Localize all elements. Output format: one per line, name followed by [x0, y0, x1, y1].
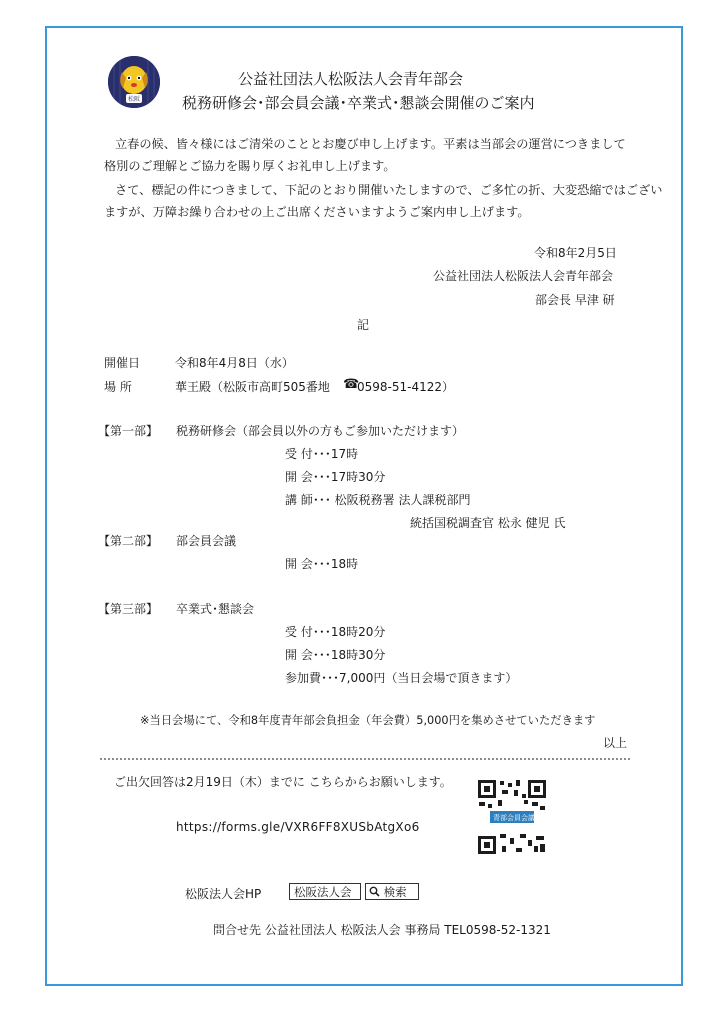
rsvp-form-link[interactable]: https://forms.gle/VXR6FF8XUSbAtgXo6: [176, 820, 420, 834]
issue-date: 令和8年2月5日: [534, 246, 617, 260]
place-value: 華王殿（松阪市高町505番地: [175, 380, 330, 394]
intro-p1-line1: 立春の候、皆々様にはご清栄のこととお慶び申し上げます。平素は当部会の運営につきまして: [115, 137, 626, 151]
date-label: 開催日: [104, 356, 141, 370]
part3-label: 【第三部】: [98, 602, 159, 616]
intro-p2-line2: ますが、万障お繰り合わせの上ご出席くださいますようご案内申し上げます。: [104, 205, 530, 219]
place-tel: 0598-51-4122）: [357, 380, 455, 394]
qr-label: 青部会員会議: [493, 814, 535, 822]
search-button-label: 検索: [383, 885, 407, 899]
separator-line: [100, 758, 630, 760]
part3-open: 開 会･･･18時30分: [285, 648, 386, 662]
part1-lecturer: 講 師･･･ 松阪税務署 法人課税部門: [285, 493, 471, 507]
part1-reception: 受 付･･･17時: [285, 447, 359, 461]
intro-p2-line1: さて、標記の件につきまして、下記のとおり開催いたしますので、ご多忙の折、大変恐縮ではござい: [115, 183, 663, 197]
organization-title: 公益社団法人松阪法人会青年部会: [238, 70, 464, 88]
event-title: 税務研修会･部会員会議･卒業式･懇談会開催のご案内: [182, 94, 535, 112]
organization-logo: [108, 56, 160, 108]
part1-title: 税務研修会（部会員以外の方もご参加いただけます）: [176, 424, 465, 438]
search-icon: [369, 886, 380, 897]
logo-label: 松阪: [128, 96, 141, 103]
ijo-closing: 以上: [603, 736, 628, 750]
part3-reception: 受 付･･･18時20分: [285, 625, 386, 639]
homepage-search-button[interactable]: [365, 883, 419, 900]
telephone-icon: ☎: [343, 377, 360, 392]
part1-open: 開 会･･･17時30分: [285, 470, 386, 484]
contact-info: 問合せ先 公益社団法人 松阪法人会 事務局 TEL0598-52-1321: [213, 923, 551, 937]
annual-fee-note: ※当日会場にて、令和8年度青年部会負担金（年会費）5,000円を集めさせていただきます: [140, 714, 596, 727]
part2-title: 部会員会議: [176, 534, 237, 548]
sender-head: 部会長 早津 研: [535, 293, 615, 307]
homepage-label: 松阪法人会HP: [185, 887, 262, 901]
ki-heading: 記: [357, 318, 370, 332]
part2-open: 開 会･･･18時: [285, 557, 359, 571]
rsvp-text: ご出欠回答は2月19日（木）までに こちらからお願いします。: [114, 775, 452, 789]
part2-label: 【第二部】: [98, 534, 159, 548]
part3-title: 卒業式･懇談会: [176, 602, 255, 616]
part3-fee: 参加費･･･7,000円（当日会場で頂きます）: [285, 671, 518, 685]
sender-organization: 公益社団法人松阪法人会青年部会: [433, 269, 614, 283]
date-value: 令和8年4月8日（水）: [175, 356, 294, 370]
part1-lecturer-name: 統括国税調査官 松永 健児 氏: [410, 516, 566, 530]
place-label: 場 所: [104, 380, 132, 394]
intro-p1-line2: 格別のご理解とご協力を賜り厚くお礼申し上げます。: [104, 159, 396, 173]
homepage-search-term[interactable]: 松阪法人会: [289, 883, 361, 900]
part1-label: 【第一部】: [98, 424, 159, 438]
